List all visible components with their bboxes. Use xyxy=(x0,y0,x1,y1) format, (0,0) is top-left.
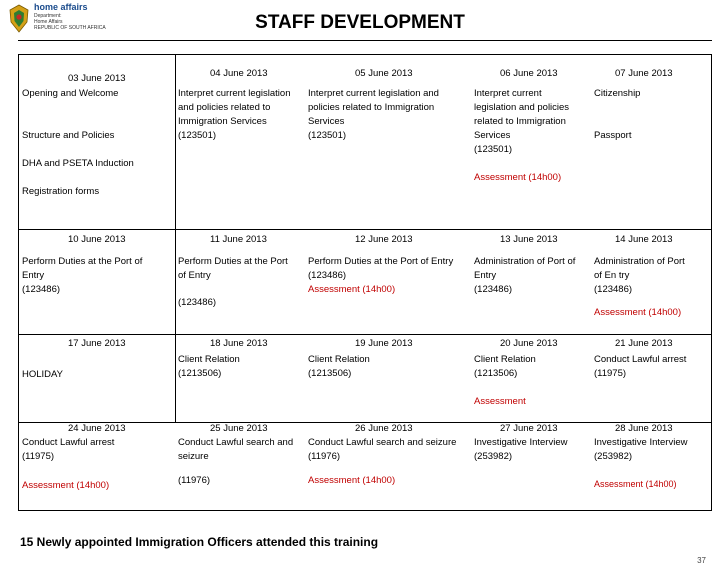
assessment-label: Assessment (14h00) xyxy=(308,284,396,295)
session-text: related to Immigration xyxy=(474,116,566,127)
date-header: 07 June 2013 xyxy=(615,68,673,79)
session-text: of En try xyxy=(594,270,630,281)
assessment-label: Assessment (14h00) xyxy=(308,475,396,486)
session-text: policies related to Immigration xyxy=(308,102,435,113)
session-text: Immigration Services xyxy=(178,116,267,127)
session-text: Conduct Lawful search and xyxy=(178,437,294,448)
session-text: Administration of Port of xyxy=(474,256,576,267)
date-header: 13 June 2013 xyxy=(500,234,558,245)
session-text: Entry xyxy=(22,270,45,281)
assessment-label: Assessment (14h00) xyxy=(594,307,682,318)
session-text: (11976) xyxy=(308,451,341,462)
session-text: Perform Duties at the Port of Entry xyxy=(308,256,454,267)
session-text: (1213506) xyxy=(178,368,222,379)
date-header: 27 June 2013 xyxy=(500,423,558,434)
date-header: 18 June 2013 xyxy=(210,338,268,349)
session-text: (123486) xyxy=(22,284,61,295)
session-text: Client Relation xyxy=(308,354,370,365)
date-header: 21 June 2013 xyxy=(615,338,673,349)
session-text: Client Relation xyxy=(178,354,240,365)
column-divider xyxy=(175,54,176,229)
session-text: (123501) xyxy=(474,144,513,155)
session-text: (1213506) xyxy=(308,368,352,379)
row-divider xyxy=(18,229,712,230)
page-title: STAFF DEVELOPMENT xyxy=(255,12,465,33)
session-text: Conduct Lawful arrest xyxy=(22,437,115,448)
page-number: 37 xyxy=(697,556,706,565)
session-text: Perform Duties at the Port xyxy=(178,256,288,267)
date-header: 14 June 2013 xyxy=(615,234,673,245)
assessment-label: Assessment (14h00) xyxy=(594,479,677,489)
session-text: (11975) xyxy=(594,368,627,379)
footer-note: 15 Newly appointed Immigration Officers attended this training xyxy=(20,535,379,549)
session-text: Services xyxy=(474,130,511,141)
logo-subtitle: Department: Home Affairs REPUBLIC OF SOUTH AFRICA xyxy=(34,13,106,31)
session-text: of Entry xyxy=(178,270,211,281)
assessment-label: Assessment (14h00) xyxy=(22,480,110,491)
session-text: (123486) xyxy=(594,284,633,295)
title-divider xyxy=(18,40,712,41)
session-text: Investigative Interview xyxy=(594,437,688,448)
date-header: 04 June 2013 xyxy=(210,68,268,79)
session-text: HOLIDAY xyxy=(22,369,64,380)
date-header: 10 June 2013 xyxy=(68,234,126,245)
session-text: (11975) xyxy=(22,451,55,462)
session-text: (253982) xyxy=(594,451,633,462)
session-text: and policies related to xyxy=(178,102,271,113)
date-header: 06 June 2013 xyxy=(500,68,558,79)
date-header: 24 June 2013 xyxy=(68,423,126,434)
column-divider xyxy=(175,334,176,422)
date-header: 03 June 2013 xyxy=(68,73,126,84)
date-header: 28 June 2013 xyxy=(615,423,673,434)
date-header: 12 June 2013 xyxy=(355,234,413,245)
session-text: Conduct Lawful arrest xyxy=(594,354,687,365)
session-text: (123501) xyxy=(308,130,347,141)
session-text: Interpret current legislation xyxy=(178,88,291,99)
session-text: Passport xyxy=(594,130,632,141)
session-text: (11976) xyxy=(178,475,211,486)
session-text: Citizenship xyxy=(594,88,641,99)
assessment-label: Assessment (14h00) xyxy=(474,172,562,183)
session-text: Administration of Port xyxy=(594,256,685,267)
assessment-label: Assessment xyxy=(474,396,526,407)
session-text: Conduct Lawful search and seizure xyxy=(308,437,457,448)
date-header: 25 June 2013 xyxy=(210,423,268,434)
date-header: 20 June 2013 xyxy=(500,338,558,349)
date-header: 17 June 2013 xyxy=(68,338,126,349)
row-divider xyxy=(18,334,712,335)
session-text: Interpret current legislation and xyxy=(308,88,439,99)
session-text: Registration forms xyxy=(22,186,100,197)
column-divider xyxy=(175,229,176,334)
session-text: (1213506) xyxy=(474,368,518,379)
session-text: (123486) xyxy=(474,284,513,295)
session-text: (253982) xyxy=(474,451,513,462)
session-text: (123486) xyxy=(178,297,217,308)
session-text: seizure xyxy=(178,451,209,462)
session-text: Perform Duties at the Port of xyxy=(22,256,143,267)
session-text: (123501) xyxy=(178,130,217,141)
session-text: legislation and policies xyxy=(474,102,570,113)
date-header: 11 June 2013 xyxy=(210,234,267,245)
session-text: Interpret current xyxy=(474,88,542,99)
session-text: Opening and Welcome xyxy=(22,88,119,99)
session-text: Structure and Policies xyxy=(22,130,115,141)
session-text: Investigative Interview xyxy=(474,437,568,448)
logo-brand: home affairs xyxy=(34,2,88,12)
date-header: 05 June 2013 xyxy=(355,68,413,79)
date-header: 19 June 2013 xyxy=(355,338,413,349)
session-text: Client Relation xyxy=(474,354,536,365)
session-text: (123486) xyxy=(308,270,347,281)
session-text: Services xyxy=(308,116,345,127)
date-header: 26 June 2013 xyxy=(355,423,413,434)
session-text: Entry xyxy=(474,270,497,281)
session-text: DHA and PSETA Induction xyxy=(22,158,134,169)
